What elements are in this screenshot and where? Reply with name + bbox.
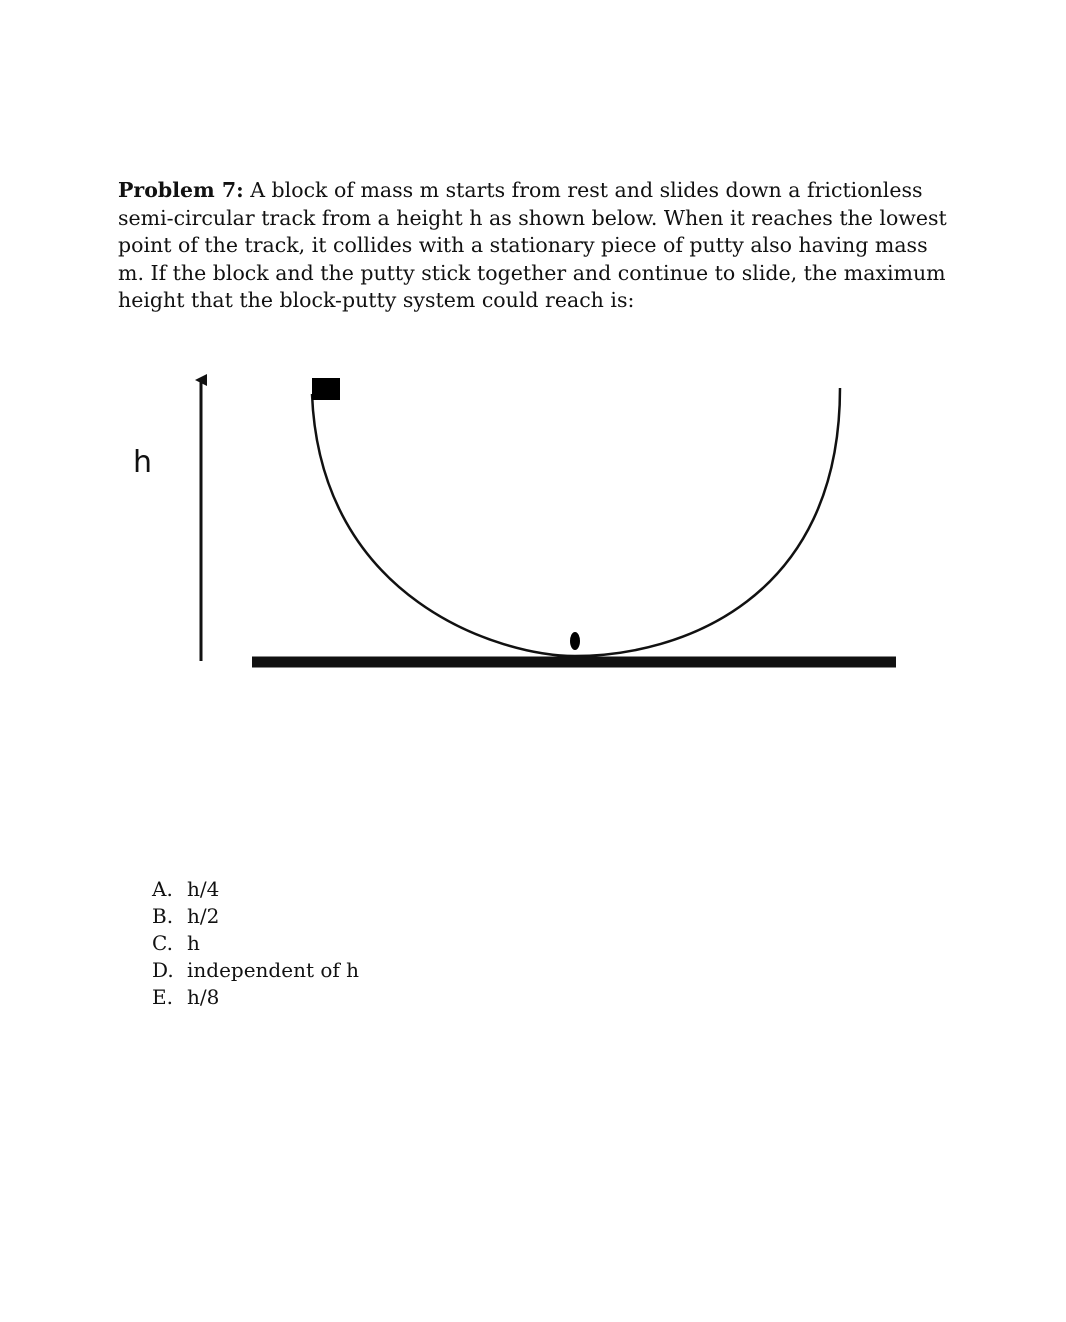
answer-choices <box>152 876 359 1011</box>
choice-text: h/4 <box>187 877 220 901</box>
choice-text: h <box>187 931 200 955</box>
choice-text: h/2 <box>187 904 220 928</box>
choice-letter: C. <box>152 931 173 955</box>
choice-letter: B. <box>152 904 174 928</box>
problem-label: Problem 7: <box>118 178 244 202</box>
height-label: h <box>133 445 153 480</box>
choice-text: h/8 <box>187 985 220 1009</box>
semicircular-track <box>312 388 840 656</box>
problem-body: A block of mass m starts from rest and slides down a frictionless semi-circular track from a height h as shown below. When it reaches the lowest point of the track, it collides with a stationary piece of putty also having mass m. If the block and the putty stick together and continue to slide, the maximum height that the block-putty system could reach is: <box>118 178 947 312</box>
choice-b[interactable] <box>152 903 359 930</box>
choice-e[interactable] <box>152 984 359 1011</box>
choice-letter: D. <box>152 958 174 982</box>
choice-letter: E. <box>152 985 173 1009</box>
choice-text: independent of h <box>187 958 360 982</box>
choice-letter: A. <box>152 877 173 901</box>
putty <box>570 632 580 650</box>
choice-d[interactable] <box>152 957 359 984</box>
choice-c[interactable] <box>152 930 359 957</box>
block <box>312 378 340 400</box>
choice-a[interactable] <box>152 876 359 903</box>
